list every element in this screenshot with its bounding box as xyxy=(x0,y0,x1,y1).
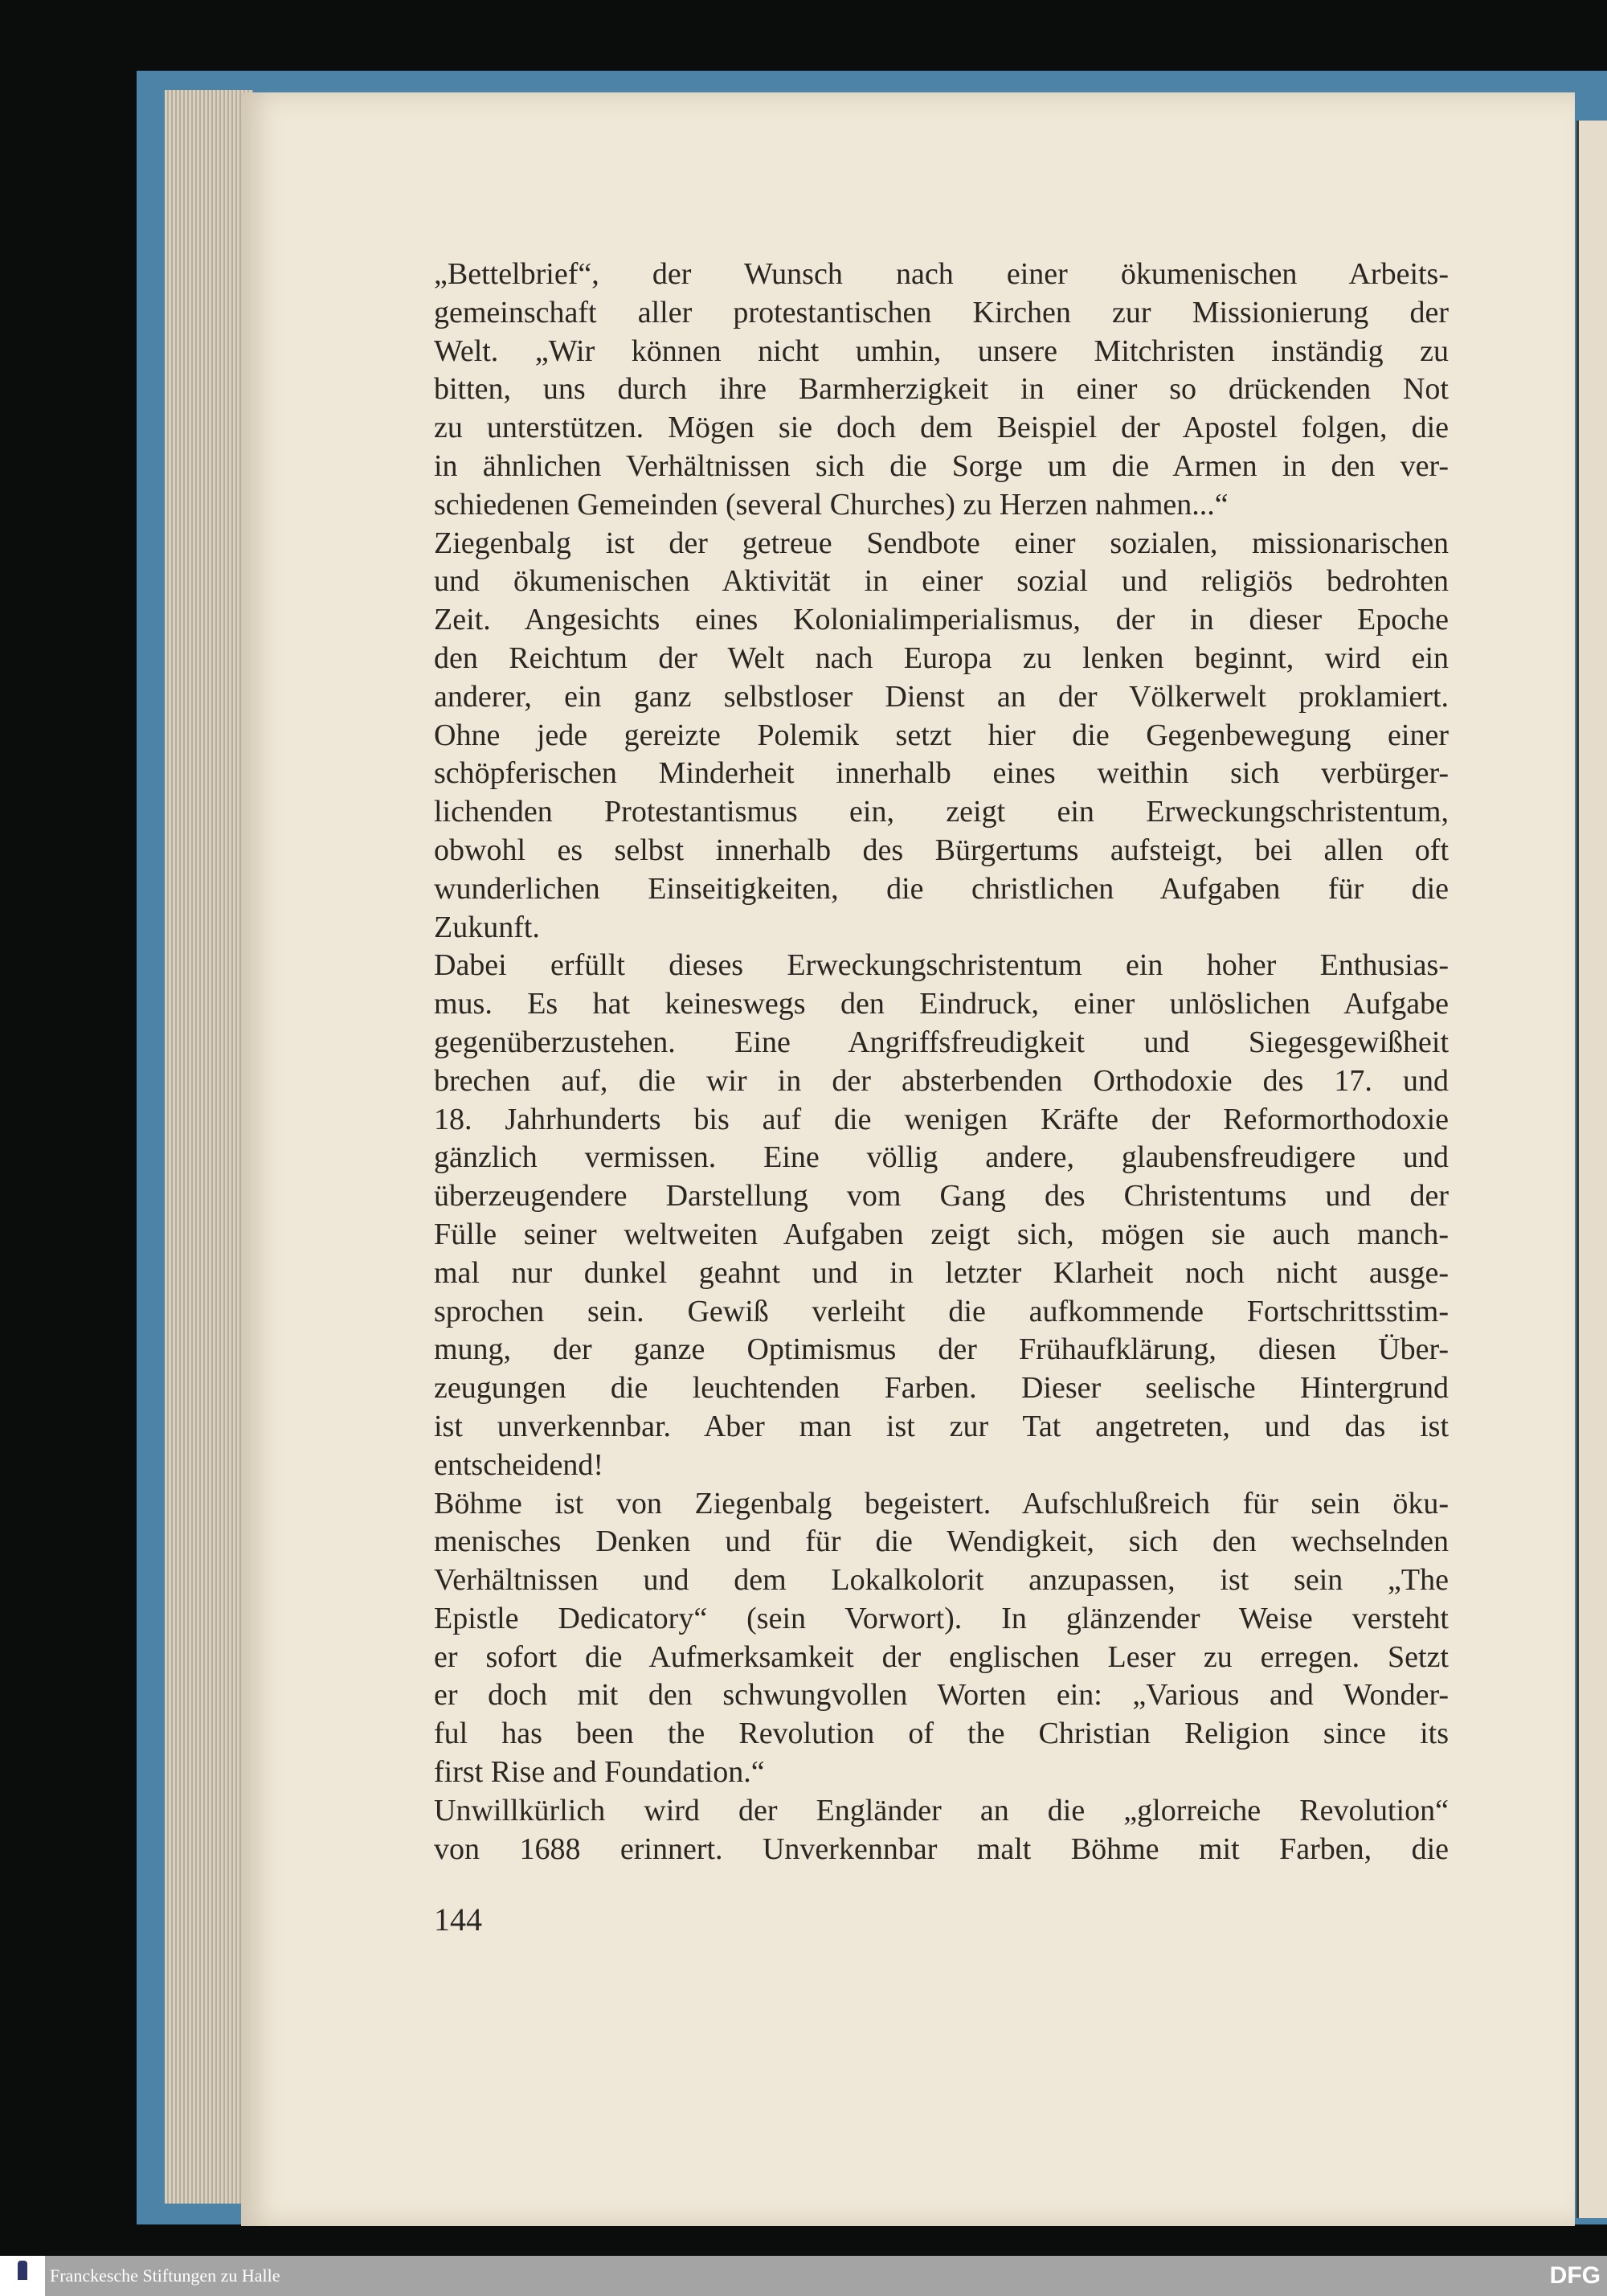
text-line: wunderlichen Einseitigkeiten, die christlichen Aufgaben für die xyxy=(434,871,1449,906)
text-line: Dabei erfüllt dieses Erweckungschristentum ein hoher Enthusias- xyxy=(434,948,1449,983)
text-line: mung, der ganze Optimismus der Frühaufklärung, diesen Über- xyxy=(434,1332,1449,1367)
body-text xyxy=(434,256,1449,1868)
text-line: zeugungen die leuchtenden Farben. Dieser seelische Hintergrund xyxy=(434,1371,1449,1406)
text-line: brechen auf, die wir in der absterbenden Orthodoxie des 17. und xyxy=(434,1063,1449,1098)
text-line: Ohne jede gereizte Polemik setzt hier die Gegenbewegung einer xyxy=(434,718,1449,752)
text-line: er sofort die Aufmerksamkeit der englischen Leser zu erregen. Setzt xyxy=(434,1639,1449,1674)
text-line: von 1688 erinnert. Unverkennbar malt Böhme mit Farben, die xyxy=(434,1831,1449,1866)
text-line: „Bettelbrief“, der Wunsch nach einer ökumenischen Arbeits- xyxy=(434,257,1449,291)
text-line: er doch mit den schwungvollen Worten ein: „Various and Wonder- xyxy=(434,1678,1449,1713)
viewer-footer xyxy=(0,2256,1607,2296)
text-line: Verhältnissen und dem Lokalkolorit anzupassen, ist sein „The xyxy=(434,1563,1449,1598)
text-line: mus. Es hat keineswegs den Eindruck, einer unlöslichen Aufgabe xyxy=(434,987,1449,1021)
institution-name[interactable]: Franckesche Stiftungen zu Halle xyxy=(50,2265,280,2286)
text-line: 18. Jahrhunderts bis auf die wenigen Kräfte der Reformorthodoxie xyxy=(434,1102,1449,1136)
dfg-logo[interactable]: DFG xyxy=(1549,2262,1601,2289)
text-line: den Reichtum der Welt nach Europa zu lenken beginnt, wird ein xyxy=(434,641,1449,675)
text-line: überzeugendere Darstellung vom Gang des Christentums und der xyxy=(434,1179,1449,1213)
text-line: gemeinschaft aller protestantischen Kirchen zur Missionierung der xyxy=(434,295,1449,329)
text-line: sprochen sein. Gewiß verleiht die aufkommende Fortschrittsstim- xyxy=(434,1294,1449,1328)
text-line: Ziegenbalg ist der getreue Sendbote einer sozialen, missionarischen xyxy=(434,526,1449,560)
text-line: in ähnlichen Verhältnissen sich die Sorge um die Armen in den ver- xyxy=(434,448,1449,483)
text-line: Unwillkürlich wird der Engländer an die „glorreiche Revolution“ xyxy=(434,1793,1449,1827)
text-line: gegenüberzustehen. Eine Angriffsfreudigkeit und Siegesgewißheit xyxy=(434,1025,1449,1059)
text-line: Böhme ist von Ziegenbalg begeistert. Aufschlußreich für sein öku- xyxy=(434,1486,1449,1520)
text-line: Welt. „Wir können nicht umhin, unsere Mitchristen inständig zu xyxy=(434,334,1449,368)
text-line: zu unterstützen. Mögen sie doch dem Beispiel der Apostel folgen, die xyxy=(434,411,1449,445)
text-line: Fülle seiner weltweiten Aufgaben zeigt sich, mögen sie auch manch- xyxy=(434,1217,1449,1251)
text-line: Zeit. Angesichts eines Kolonialimperialismus, der in dieser Epoche xyxy=(434,603,1449,637)
page-edges xyxy=(165,90,253,2204)
text-line: Epistle Dedicatory“ (sein Vorwort). In glänzender Weise versteht xyxy=(434,1601,1449,1635)
text-line: gänzlich vermissen. Eine völlig andere, glaubensfreudigere und xyxy=(434,1140,1449,1175)
page-number: 144 xyxy=(434,1901,482,1938)
text-line: Zukunft. xyxy=(434,910,540,944)
text-line: entscheidend! xyxy=(434,1447,604,1482)
text-line: bitten, uns durch ihre Barmherzigkeit in einer so drückenden Not xyxy=(434,372,1449,407)
facing-page-edge xyxy=(1576,121,1607,2218)
text-line: ist unverkennbar. Aber man ist zur Tat angetreten, und das ist xyxy=(434,1409,1449,1443)
text-line: schöpferischen Minderheit innerhalb eines weithin sich verbürger- xyxy=(434,756,1449,791)
logo-figure-icon xyxy=(18,2261,27,2280)
text-line: menisches Denken und für die Wendigkeit, sich den wechselnden xyxy=(434,1525,1449,1559)
text-line: lichenden Protestantismus ein, zeigt ein Erweckungschristentum, xyxy=(434,795,1449,829)
text-line: first Rise and Foundation.“ xyxy=(434,1755,765,1790)
text-line: schiedenen Gemeinden (several Churches) zu Herzen nahmen...“ xyxy=(434,487,1229,522)
text-line: ful has been the Revolution of the Christian Religion since its xyxy=(434,1717,1449,1751)
text-line: und ökumenischen Aktivität in einer sozial und religiös bedrohten xyxy=(434,564,1449,599)
text-line: obwohl es selbst innerhalb des Bürgertums aufsteigt, bei allen oft xyxy=(434,833,1449,867)
institution-logo[interactable] xyxy=(0,2256,45,2296)
text-line: anderer, ein ganz selbstloser Dienst an der Völkerwelt proklamiert. xyxy=(434,679,1449,714)
text-line: mal nur dunkel geahnt und in letzter Klarheit noch nicht ausge- xyxy=(434,1255,1449,1290)
